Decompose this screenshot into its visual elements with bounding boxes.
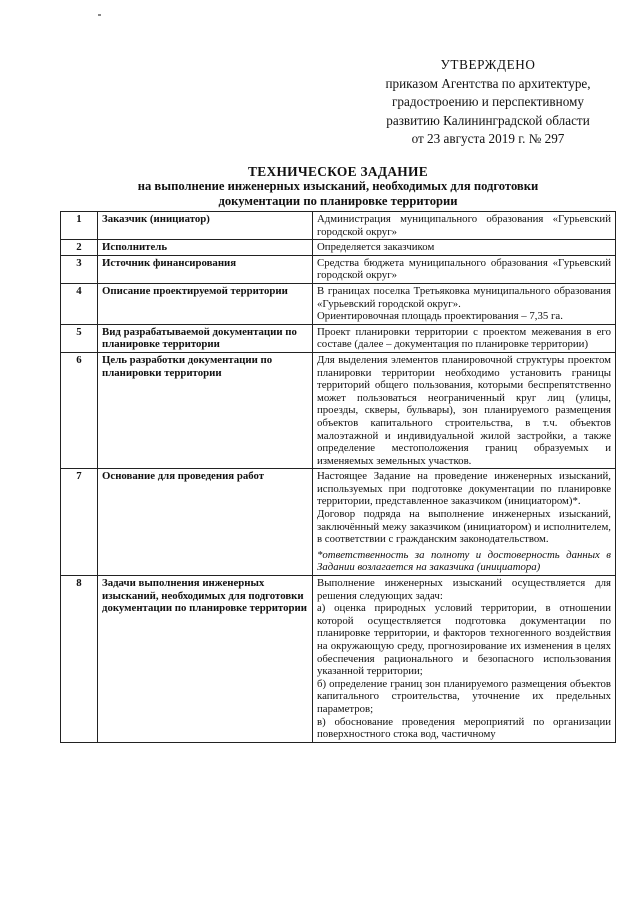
- row-label: Исполнитель: [98, 240, 313, 256]
- table-row: [61, 240, 616, 256]
- row-value: [313, 240, 616, 256]
- row-label: Заказчик (инициатор): [98, 212, 313, 240]
- table-row: [61, 324, 616, 352]
- table-row: [61, 469, 616, 576]
- spec-table-body: [61, 212, 616, 743]
- approval-line: развитию Калининградской области: [386, 112, 590, 128]
- row-value: [313, 576, 616, 743]
- spec-table: [60, 211, 616, 743]
- approval-stamp: [372, 56, 604, 149]
- row-value-paragraph: Проект планировки территории с проектом межевания в его составе (далее – документация по планировке территории): [317, 325, 611, 351]
- document-title: [60, 164, 616, 209]
- row-value-paragraph: а) оценка природных условий территории, в отношении которой осуществляется подготовка документации по планировке территории, и факторов техногенного воздействия на окружающую среду, прогнозирование их изменения в целях обеспечения рационального и безопасного использования указанной территории;: [317, 602, 611, 678]
- row-value-paragraph: в) обоснование проведения мероприятий по организации поверхностного стока вод, частичному: [317, 715, 611, 741]
- row-value-paragraph: Ориентировочная площадь проектирования – 7,35 га.: [317, 310, 563, 323]
- row-number: 4: [61, 283, 98, 324]
- row-value-paragraph: Договор подряда на выполнение инженерных изысканий, заключённый межу заказчиком (инициатором) и исполнителем, в соответствии с гражданским законодательством.: [317, 508, 611, 546]
- table-row: [61, 283, 616, 324]
- row-number: 7: [61, 469, 98, 576]
- row-value-paragraph: В границах поселка Третьяковка муниципального образования «Гурьевский городской округ».: [317, 284, 611, 310]
- table-row: [61, 352, 616, 468]
- row-number: 1: [61, 212, 98, 240]
- title-main: ТЕХНИЧЕСКОЕ ЗАДАНИЕ: [248, 164, 428, 179]
- row-number: 8: [61, 576, 98, 743]
- row-number: 5: [61, 324, 98, 352]
- row-value-paragraph: Средства бюджета муниципального образования «Гурьевский городской округ»: [317, 256, 611, 282]
- row-value: [313, 255, 616, 283]
- approval-line: градостроению и перспективному: [392, 94, 584, 109]
- row-label: Цель разработки документации по планировки территории: [98, 352, 313, 468]
- row-value-paragraph: Администрация муниципального образования «Гурьевский городской округ»: [317, 213, 611, 238]
- row-value-paragraph: Выполнение инженерных изысканий осуществляется для решения следующих задач:: [317, 577, 611, 602]
- row-value: [313, 283, 616, 324]
- row-label: Основание для проведения работ: [98, 469, 313, 576]
- row-number: 3: [61, 255, 98, 283]
- row-value-paragraph: Для выделения элементов планировочной структуры проектом планировки территории необходимо установить границы территорий общего пользования, которыми беспрепятственно может пользоваться неограниченный круг лиц (улицы, проезды, скверы, бульвары), зон планируемого размещения объектов капитального строительства, в т.ч. объектов малоэтажной и индивидуальной жилой застройки, а также определение местоположения границ образуемых и изменяемых земельных участков.: [317, 353, 611, 467]
- row-value-paragraph: Настоящее Задание на проведение инженерных изысканий, используемых при подготовке документации по планировке территории, представленное заказчиком (инициатором)*.: [317, 470, 611, 508]
- row-value: [313, 352, 616, 468]
- row-footnote: *ответственность за полноту и достоверность данных в Задании возлагается на заказчика (инициатора): [317, 548, 611, 574]
- row-value-paragraph: б) определение границ зон планируемого размещения объектов капитального строительства, уточнение их предельных параметров;: [317, 677, 611, 715]
- table-row: [61, 576, 616, 743]
- scan-speck: [98, 14, 101, 16]
- row-label: Описание проектируемой территории: [98, 283, 313, 324]
- approval-word: УТВЕРЖДЕНО: [440, 57, 536, 72]
- row-value: [313, 469, 616, 576]
- approval-line: приказом Агентства по архитектуре,: [385, 75, 591, 91]
- row-value: [313, 212, 616, 240]
- row-label: Задачи выполнения инженерных изысканий, необходимых для подготовки документации по планировке территории: [98, 576, 313, 743]
- row-number: 2: [61, 240, 98, 256]
- row-value: [313, 324, 616, 352]
- title-subtitle: на выполнение инженерных изысканий, необходимых для подготовки: [137, 179, 539, 193]
- title-subtitle: документации по планировке территории: [218, 194, 458, 208]
- row-label: Источник финансирования: [98, 255, 313, 283]
- approval-date: от 23 августа 2019 г. № 297: [411, 131, 565, 146]
- row-number: 6: [61, 352, 98, 468]
- row-value-paragraph: Определяется заказчиком: [317, 241, 435, 254]
- table-row: [61, 255, 616, 283]
- table-row: [61, 212, 616, 240]
- row-label: Вид разрабатываемой документации по планировке территории: [98, 324, 313, 352]
